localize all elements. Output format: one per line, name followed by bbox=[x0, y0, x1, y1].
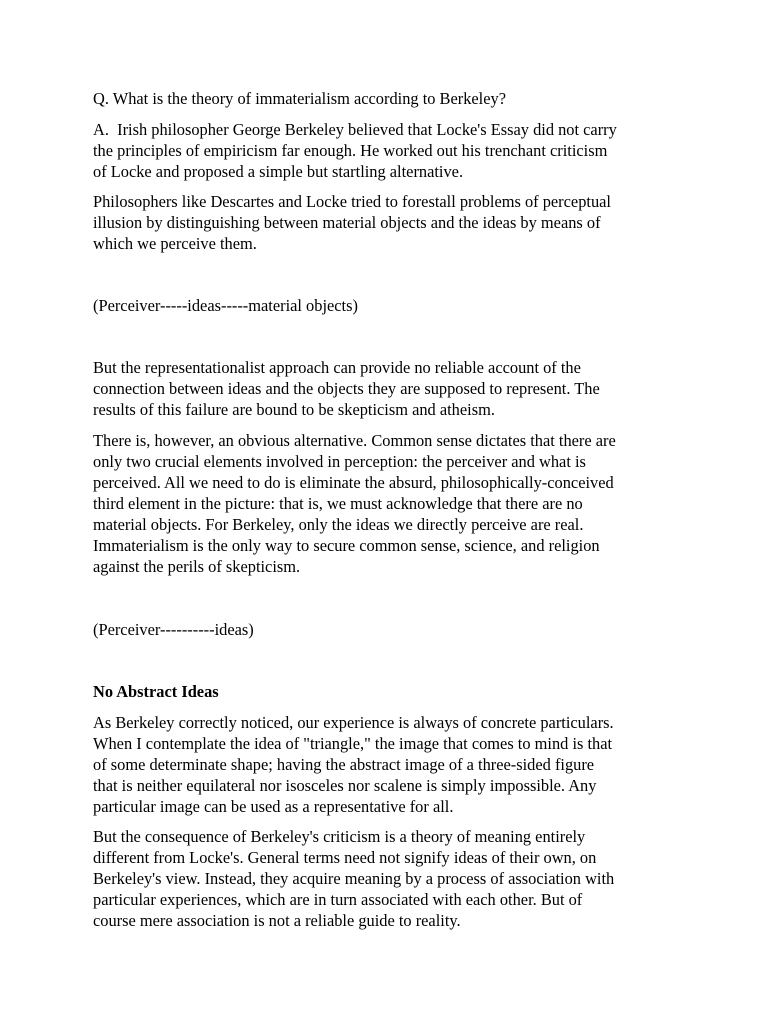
body-paragraph-representation: Philosophers like Descartes and Locke tried to forestall problems of perceptual illusion by distinguishing between material objects and the ideas by means of which we perceive them. bbox=[93, 192, 611, 253]
question-line: Q. What is the theory of immaterialism according to Berkeley? bbox=[93, 89, 506, 108]
body-paragraph-skepticism: But the representationalist approach can provide no reliable account of the connection between ideas and the objects they are supposed to represent. The results of this failure are bound to be skepticism and atheism. bbox=[93, 358, 600, 419]
body-paragraph-meaning: But the consequence of Berkeley's criticism is a theory of meaning entirely different from Locke's. General terms need not signify ideas of their own, on Berkeley's view. Instead, they acquire meaning by a process of association with particular experiences, which are in turn associated with each other. But of course mere association is not a reliable guide to reality. bbox=[93, 827, 615, 930]
diagram-two-elements: (Perceiver----------ideas) bbox=[93, 620, 254, 639]
body-paragraph-particulars: As Berkeley correctly noticed, our experience is always of concrete particulars. When I contemplate the idea of "triangle," the image that comes to mind is that of some determinate shape; having the abstract image of a three-sided figure that is neither equilateral nor isosceles nor scalene is simply impossible. Any particular image can be used as a representative for all. bbox=[93, 713, 614, 816]
diagram-three-elements: (Perceiver-----ideas-----material objects) bbox=[93, 296, 358, 315]
answer-paragraph: A. Irish philosopher George Berkeley believed that Locke's Essay did not carry the principles of empiricism far enough. He worked out his trenchant criticism of Locke and proposed a simple but startling alternative. bbox=[93, 120, 617, 181]
section-heading: No Abstract Ideas bbox=[93, 682, 219, 701]
body-paragraph-alternative: There is, however, an obvious alternative. Common sense dictates that there are only two crucial elements involved in perception: the perceiver and what is perceived. All we need to do is eliminate the absurd, philosophically-conceived third element in the picture: that is, we must acknowledge that there are no material objects. For Berkeley, only the ideas we directly perceive are real. Immaterialism is the only way to secure common sense, science, and religion against the perils of skepticism. bbox=[93, 431, 616, 576]
